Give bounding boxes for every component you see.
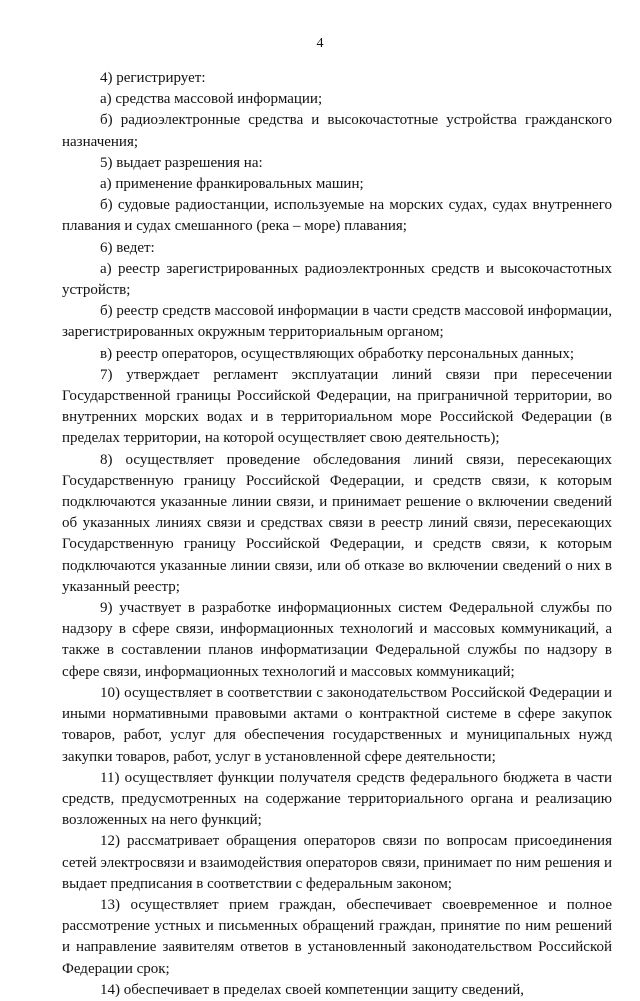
page-number: 4 <box>316 36 324 51</box>
paragraph-11: 11) осуществляет функции получателя средств федерального бюджета в части средств, предусмотренных на содержание территориального органа и реализацию возложенных на него функций; <box>62 769 612 829</box>
paragraph-6b: б) реестр средств массовой информации в части средств массовой информации, зарегистрированных окружным территориальным органом; <box>62 303 612 341</box>
paragraph-6: 6) ведет: <box>100 239 155 256</box>
paragraph-5: 5) выдает разрешения на: <box>100 154 263 171</box>
paragraph-4b: б) радиоэлектронные средства и высокочастотные устройства гражданского назначения; <box>62 112 612 150</box>
paragraph-10: 10) осуществляет в соответствии с законодательством Российской Федерации и иными нормативными правовыми актами о контрактной системе в сфере закупок товаров, работ, услуг для обеспечения государственных и муниципальных нужд закупки товаров, работ, услуг в установленной сфере деятельности; <box>62 684 612 765</box>
document-body <box>62 68 612 1001</box>
paragraph-4a: а) средства массовой информации; <box>100 91 323 108</box>
paragraph-14: 14) обеспечивает в пределах своей компетенции защиту сведений, <box>100 981 525 998</box>
paragraph-4: 4) регистрирует: <box>100 70 206 86</box>
paragraph-13: 13) осуществляет прием граждан, обеспечивает своевременное и полное рассмотрение устных и письменных обращений граждан, принятие по ним решений и направление заявителям ответов в установленный законодательством Российской Федерации срок; <box>62 896 612 977</box>
paragraph-6a: а) реестр зарегистрированных радиоэлектронных средств и высокочастотных устройств; <box>62 260 612 299</box>
paragraph-12: 12) рассматривает обращения операторов связи по вопросам присоединения сетей электросвязи и взаимодействия операторов связи, принимает по ним решения и выдает предписания в соответствии с федеральным законом; <box>62 833 612 892</box>
paragraph-6v: в) реестр операторов, осуществляющих обработку персональных данных; <box>100 345 575 362</box>
paragraph-5b: б) судовые радиостанции, используемые на морских судах, судах внутреннего плавания и судах смешанного (река – море) плавания; <box>62 197 612 235</box>
paragraph-5a: а) применение франкировальных машин; <box>100 176 364 193</box>
paragraph-7: 7) утверждает регламент эксплуатации линий связи при пересечении Государственной границы Российской Федерации, на приграничной территории, во внутренних морских водах и в территориальном море Российской Федерации (в пределах территории, на которой осуществляет свою деятельность); <box>62 366 612 447</box>
paragraph-8: 8) осуществляет проведение обследования линий связи, пересекающих Государственную границу Российской Федерации, и средств связи, к которым подключаются указанные линии связи, и принимает решение о включении сведений об указанных линиях связи и средствах связи в реестр линий связи, пересекающих Государственную границу Российской Федерации, и средств связи, к которым подключаются указанные линии связи, или об отказе во включении сведений о них в указанный реестр; <box>62 451 612 595</box>
paragraph-9: 9) участвует в разработке информационных систем Федеральной службы по надзору в сфере связи, информационных технологий и массовых коммуникаций, а также в составлении планов информатизации Федеральной службы по надзору в сфере связи, информационных технологий и массовых коммуникаций; <box>62 600 612 680</box>
